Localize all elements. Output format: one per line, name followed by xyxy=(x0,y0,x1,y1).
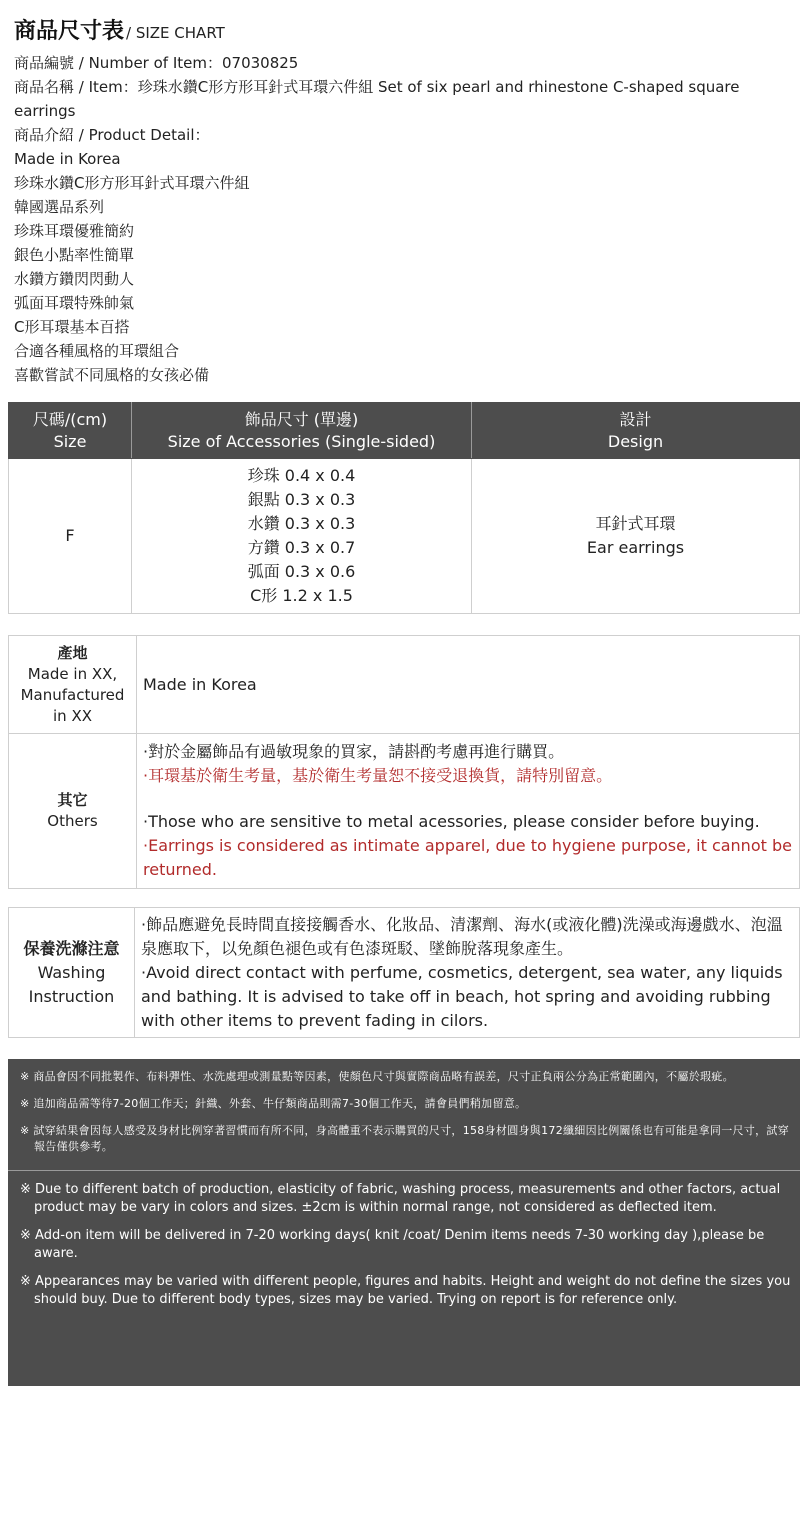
note-cn: ※ 追加商品需等待7-20個工作天；針織、外套、牛仔類商品則需7-30個工作天，請會員們稍加留意。 xyxy=(20,1097,527,1110)
header-size xyxy=(9,403,132,459)
size-value: F xyxy=(9,459,132,614)
product-info xyxy=(14,51,794,387)
others-value xyxy=(137,734,800,889)
product-detail-line: 珍珠水鑽C形方形耳針式耳環六件組 xyxy=(14,174,250,192)
accessory-size-square: 方鑽 0.3 x 0.7 xyxy=(247,538,356,557)
design-value xyxy=(472,459,800,614)
others-label-cn: 其它 xyxy=(57,791,88,809)
table-row xyxy=(9,459,800,614)
spacer xyxy=(143,788,793,810)
accessory-size-silver-dot: 銀點 0.3 x 0.3 xyxy=(247,490,356,509)
note-cn: ※ 試穿結果會因每人感受及身材比例穿著習慣而有所不同，身高體重不表示購買的尺寸，158身材圓身與172纖細因比例關係也有可能是拿同一尺寸，試穿報告僅供參考。 xyxy=(20,1124,789,1153)
header-accessory-size-cn: 飾品尺寸 (單邊) xyxy=(244,409,359,429)
product-detail-line: 韓國選品系列 xyxy=(14,198,105,216)
product-detail-line: 弧面耳環特殊帥氣 xyxy=(14,294,135,312)
product-detail-line: C形耳環基本百搭 xyxy=(14,318,130,336)
product-detail-line: 銀色小點率性簡單 xyxy=(14,246,135,264)
others-line: ·Those who are sensitive to metal acessories, please consider before buying. xyxy=(143,812,760,831)
design-cn: 耳針式耳環 xyxy=(595,514,676,533)
care-line-en: ·Avoid direct contact with perfume, cosmetics, detergent, sea water, any liquids and bathing. It is advised to take off in beach, hot spring and avoiding rubbing with other items to prevent fading in cilors. xyxy=(141,962,783,1030)
product-detail-line: 喜歡嘗試不同風格的女孩必備 xyxy=(14,366,210,384)
notes-panel xyxy=(8,1059,800,1386)
others-warning-line: ·耳環基於衛生考量，基於衛生考量恕不接受退換貨，請特別留意。 xyxy=(143,766,613,785)
accessory-size-curved: 弧面 0.3 x 0.6 xyxy=(247,562,356,581)
table-row xyxy=(9,636,800,734)
care-label-en: Washing xyxy=(37,962,106,982)
note-en: ※ Add-on item will be delivered in 7-20 working days( knit /coat/ Denim items needs 7-30 working day ),please be aware. xyxy=(20,1228,765,1261)
header-design-en: Design xyxy=(607,431,664,451)
product-detail-label: 商品介紹 / Product Detail： xyxy=(14,126,210,144)
care-label-en: Instruction xyxy=(28,986,115,1006)
others-line: ·對於金屬飾品有過敏現象的買家，請斟酌考慮再進行購買。 xyxy=(143,742,565,761)
care-label-cn: 保養洗滌注意 xyxy=(23,938,120,958)
others-label-en: Others xyxy=(47,812,98,830)
product-detail-line: 水鑽方鑽閃閃動人 xyxy=(14,270,135,288)
origin-label-en: Made in XX, xyxy=(27,664,118,683)
header-size-cn: 尺碼/(cm) xyxy=(32,409,108,429)
origin-others-table xyxy=(8,635,800,889)
size-table xyxy=(8,402,800,614)
note-en: ※ Appearances may be varied with different people, figures and habits. Height and weight do not define the sizes you should buy. Due to different body types, sizes may be varied. Trying on report is for reference only. xyxy=(20,1274,791,1307)
accessory-size-c-shape: C形 1.2 x 1.5 xyxy=(250,586,353,605)
page-title-cn: 商品尺寸表 xyxy=(14,19,125,44)
origin-label xyxy=(9,636,137,734)
note-en: ※ Due to different batch of production, elasticity of fabric, washing process, measurements and other factors, actual product may be vary in colors and sizes. ±2cm is within normal range, not considered as deflected item. xyxy=(20,1182,781,1215)
notes-cn xyxy=(8,1059,800,1170)
origin-label-cn: 產地 xyxy=(57,643,88,662)
care-label xyxy=(9,908,135,1038)
care-table xyxy=(8,907,800,1038)
design-en: Ear earrings xyxy=(586,538,685,557)
table-row xyxy=(9,908,800,1038)
origin-value: Made in Korea xyxy=(137,636,800,734)
title-row xyxy=(14,14,794,45)
product-detail-line: 合適各種風格的耳環組合 xyxy=(14,342,180,360)
care-line-cn: ·飾品應避免長時間直接接觸香水、化妝品、清潔劑、海水(或液化體)洗澡或海邊戲水、泡溫泉應取下，以免顏色褪色或有色漆斑駁、墜飾脫落現象產生。 xyxy=(141,914,783,958)
accessory-size-rhinestone: 水鑽 0.3 x 0.3 xyxy=(247,514,356,533)
page-header xyxy=(14,14,794,387)
header-accessory-size-en: Size of Accessories (Single-sided) xyxy=(167,431,436,451)
header-design-cn: 設計 xyxy=(619,409,652,429)
accessory-sizes xyxy=(132,459,472,614)
product-name: 商品名稱 / Item：珍珠水鑽C形方形耳針式耳環六件組 Set of six pearl and rhinestone C-shaped square earrings xyxy=(14,78,740,120)
product-number: 商品編號 / Number of Item：07030825 xyxy=(14,54,299,72)
others-label xyxy=(9,734,137,889)
size-table-header xyxy=(9,403,800,459)
note-cn: ※ 商品會因不同批製作、布料彈性、水洗處理或測量點等因素，使顏色尺寸與實際商品略有誤差，尺寸正負兩公分為正常範圍內，不屬於瑕疵。 xyxy=(20,1070,734,1083)
header-design xyxy=(472,403,800,459)
header-accessory-size xyxy=(132,403,472,459)
header-size-en: Size xyxy=(53,431,87,451)
origin-label-en: in XX xyxy=(53,706,92,725)
accessory-size-pearl: 珍珠 0.4 x 0.4 xyxy=(247,466,356,485)
page-title-en: / SIZE CHART xyxy=(126,24,225,42)
product-detail-line: 珍珠耳環優雅簡約 xyxy=(14,222,135,240)
care-value xyxy=(135,908,800,1038)
origin-label-en: Manufactured xyxy=(20,685,125,704)
others-warning-line: ·Earrings is considered as intimate apparel, due to hygiene purpose, it cannot be returned. xyxy=(143,836,792,879)
table-row xyxy=(9,734,800,889)
product-detail-line: Made in Korea xyxy=(14,150,121,168)
notes-en xyxy=(8,1171,800,1323)
